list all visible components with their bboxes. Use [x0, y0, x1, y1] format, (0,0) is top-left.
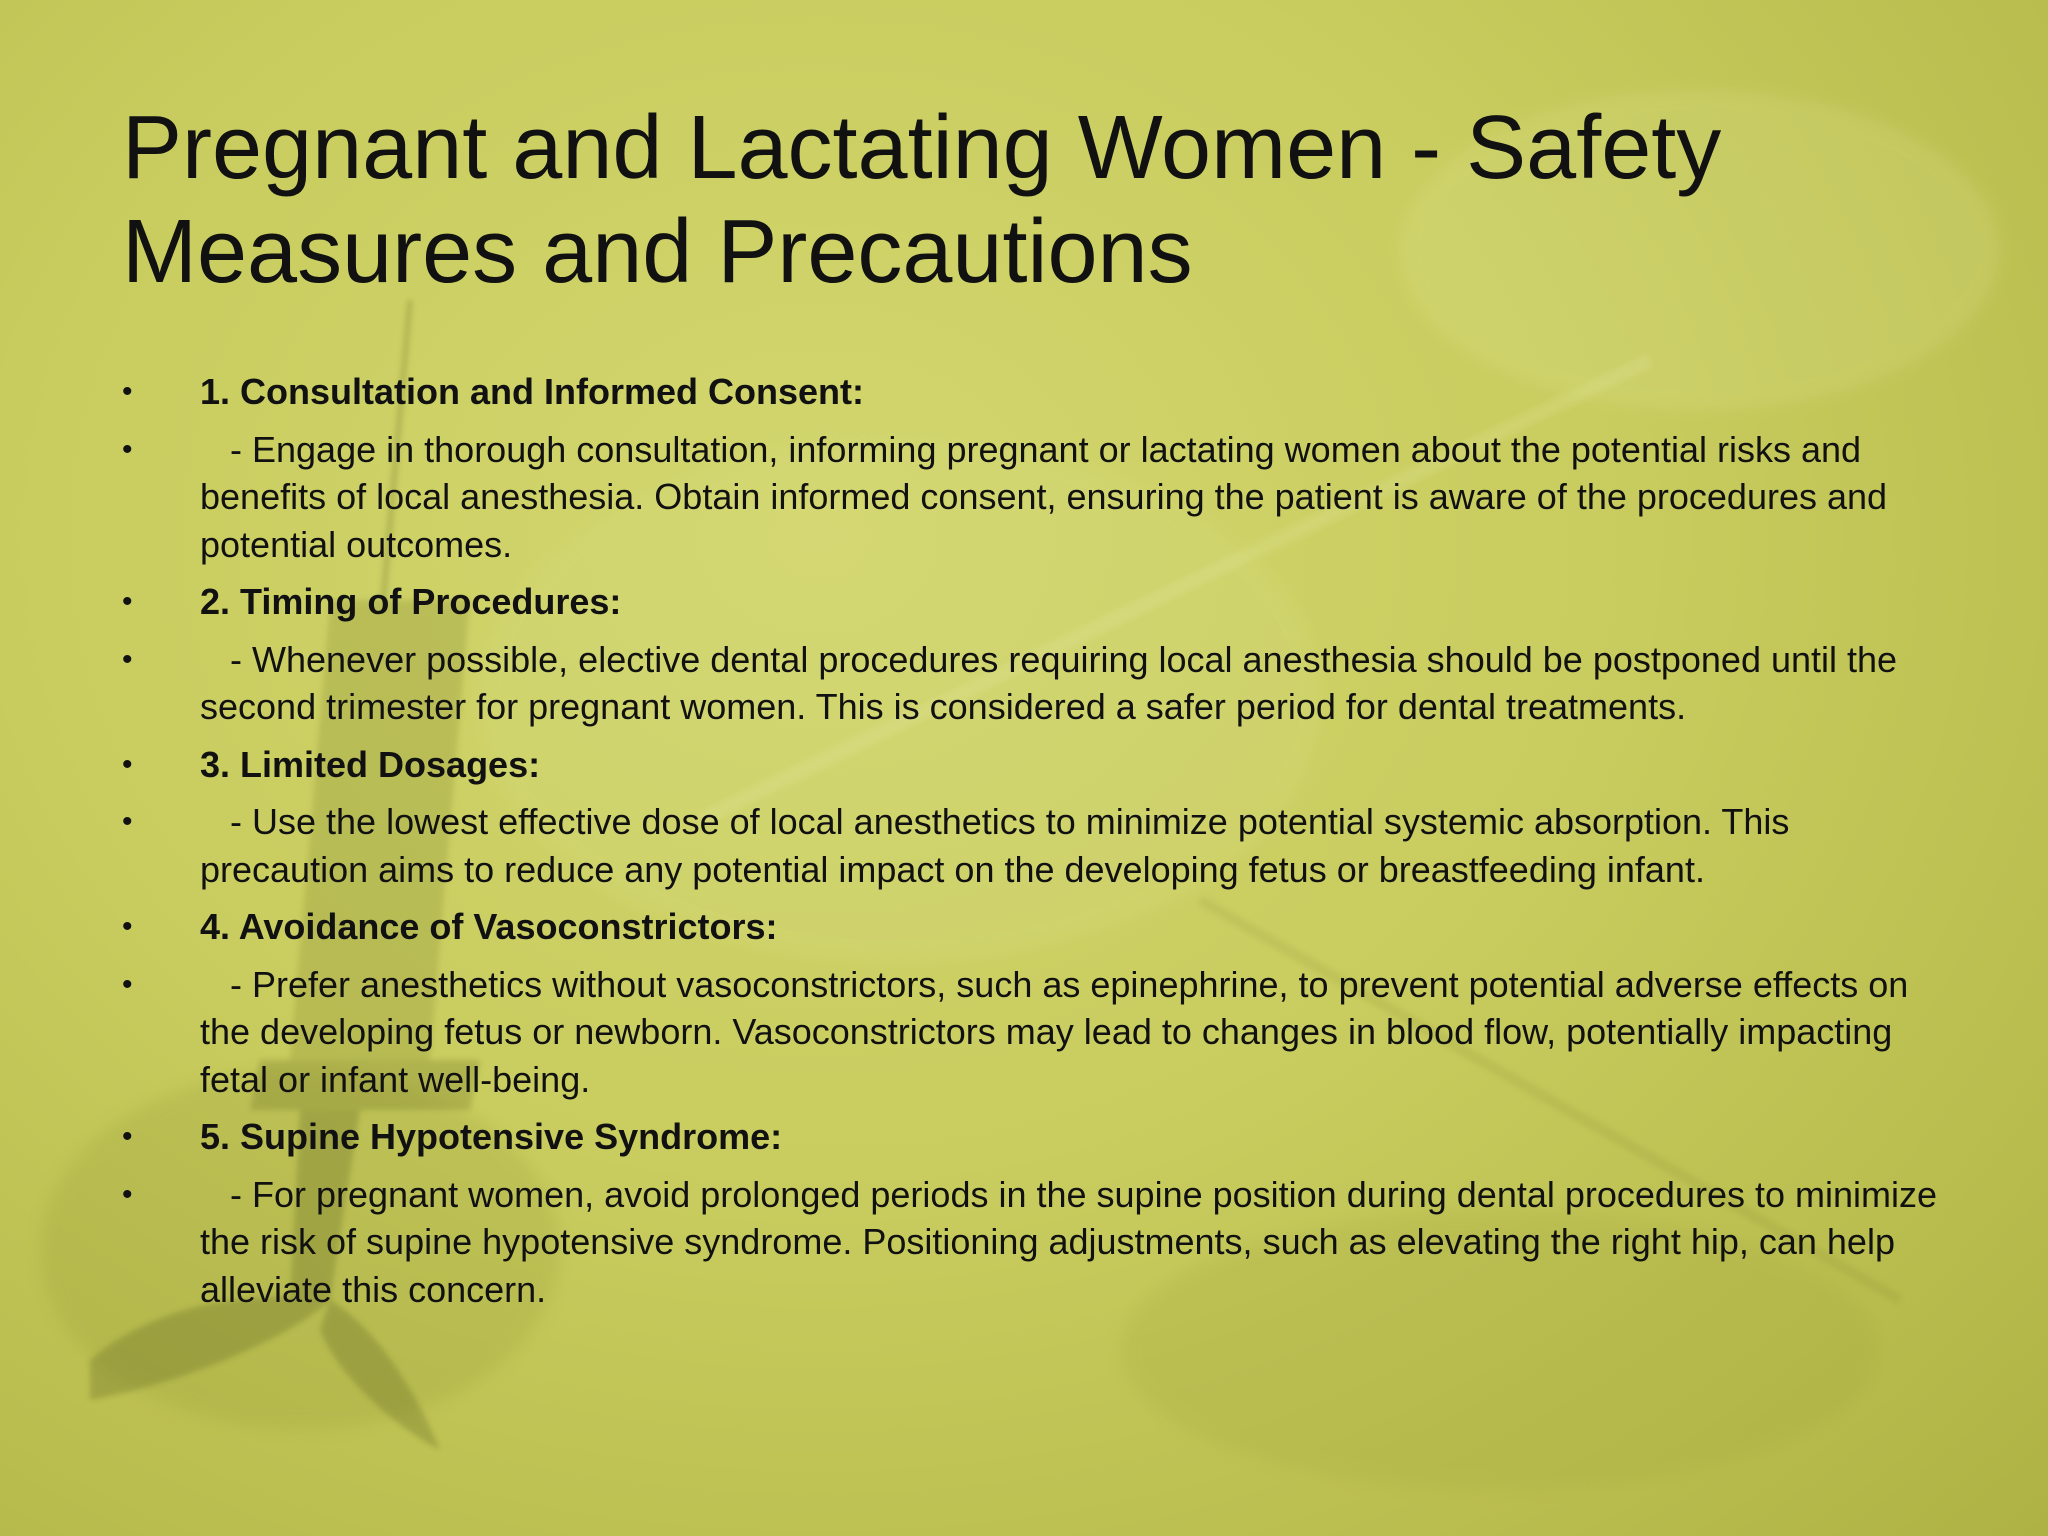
bullet-item [122, 636, 1942, 731]
bullet-item [122, 426, 1942, 569]
bullet-icon: • [122, 1177, 133, 1211]
bullet-body-text: - Use the lowest effective dose of local anesthetics to minimize potential systemic absorption. This precaution aims to reduce any potential impact on the developing fetus or breastfeeding infant. [200, 801, 1800, 890]
bullet-icon: • [122, 375, 133, 408]
bullet-item [122, 578, 1942, 626]
bullet-body-text: - Engage in thorough consultation, informing pregnant or lactating women about the potential risks and benefits of local anesthesia. Obtain informed consent, ensuring the patient is aware of the procedures and potential outcomes. [200, 428, 1898, 565]
bullet-list [122, 368, 1948, 1323]
bullet-icon: • [122, 432, 133, 466]
bullet-heading-text: 3. Limited Dosages: [200, 743, 541, 785]
bullet-icon: • [122, 1120, 133, 1153]
bullet-item [122, 903, 1942, 951]
bullet-heading-text: 2. Timing of Procedures: [200, 581, 622, 622]
bullet-item [122, 368, 1942, 416]
bullet-icon: • [122, 805, 133, 838]
bullet-item [122, 961, 1942, 1104]
bullet-item [122, 1171, 1948, 1314]
bullet-body-text: - For pregnant women, avoid prolonged periods in the supine position during dental procedures to minimize the risk of supine hypotensive syndrome. Positioning adjustments, such as elevating the right hip, can help alleviate this concern. [200, 1173, 1948, 1310]
bullet-item [122, 798, 1942, 893]
bullet-item [122, 1113, 1942, 1161]
bullet-heading-text: 4. Avoidance of Vasoconstrictors: [200, 906, 778, 947]
bullet-body-text: - Whenever possible, elective dental procedures requiring local anesthesia should be postponed until the second trimester for pregnant women. This is considered a safer period for dental treatments. [200, 638, 1908, 727]
bullet-icon: • [122, 910, 133, 943]
bullet-body-text: - Prefer anesthetics without vasoconstrictors, such as epinephrine, to prevent potential adverse effects on the developing fetus or newborn. Vasoconstrictors may lead to changes in blood flow, potentially impacting fetal or infant well-being. [200, 963, 1919, 1100]
slide-title: Pregnant and Lactating Women - Safety Measures and Precautions [122, 98, 1722, 302]
bullet-icon: • [122, 642, 133, 676]
bullet-icon: • [122, 967, 133, 1001]
bullet-heading-text: 5. Supine Hypotensive Syndrome: [200, 1116, 783, 1157]
bullet-heading-text: 1. Consultation and Informed Consent: [200, 371, 864, 412]
bullet-item [122, 741, 1942, 789]
bullet-icon: • [122, 585, 133, 618]
bullet-icon: • [122, 747, 133, 781]
